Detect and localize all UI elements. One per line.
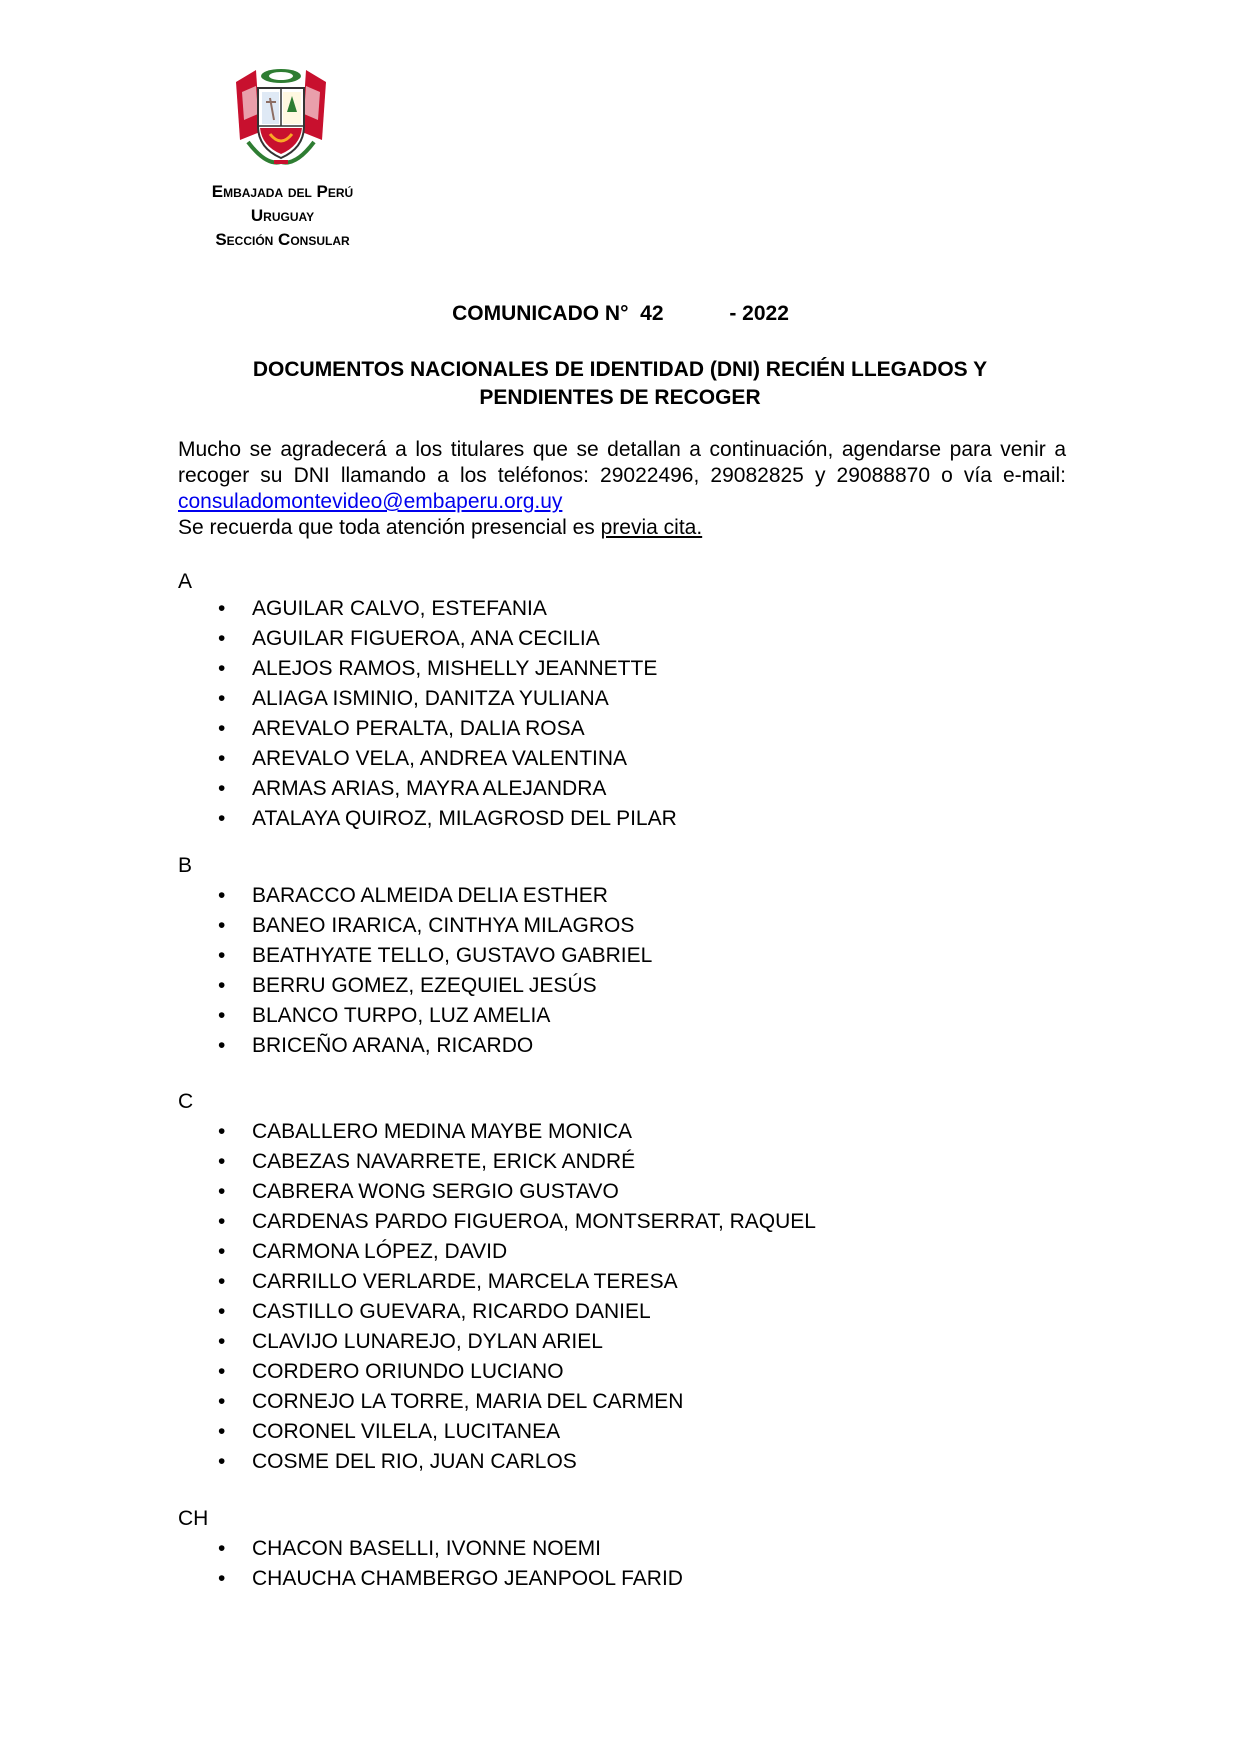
comunicado-title bbox=[0, 302, 1241, 326]
list-item: • AREVALO VELA, ANDREA VALENTINA bbox=[214, 744, 677, 774]
list-item: • BEATHYATE TELLO, GUSTAVO GABRIEL bbox=[214, 941, 652, 971]
list-item: • ATALAYA QUIROZ, MILAGROSD DEL PILAR bbox=[214, 804, 677, 834]
section-letter-ch: CH bbox=[178, 1507, 209, 1530]
list-item: • CASTILLO GUEVARA, RICARDO DANIEL bbox=[214, 1297, 816, 1327]
list-item: • CORNEJO LA TORRE, MARIA DEL CARMEN bbox=[214, 1387, 816, 1417]
names-list-c bbox=[214, 1117, 816, 1477]
list-item: • CHACON BASELLI, IVONNE NOEMI bbox=[214, 1534, 683, 1564]
list-item: • CORDERO ORIUNDO LUCIANO bbox=[214, 1357, 816, 1387]
list-item: • COSME DEL RIO, JUAN CARLOS bbox=[214, 1447, 816, 1477]
org-name: Embajada del Perú bbox=[211, 182, 354, 201]
list-item: • AGUILAR FIGUEROA, ANA CECILIA bbox=[214, 624, 677, 654]
section-letter-a: A bbox=[178, 570, 193, 593]
list-item: • CABRERA WONG SERGIO GUSTAVO bbox=[214, 1177, 816, 1207]
list-item: • CARRILLO VERLARDE, MARCELA TERESA bbox=[214, 1267, 816, 1297]
intro-text: Mucho se agradecerá a los titulares que se detallan a continuación, agendarse para venir a recoger su DNI llamando a los teléfonos: 29022496, 29082825 y 29088870 o vía e-mail: bbox=[178, 438, 1066, 487]
names-list-b bbox=[214, 881, 652, 1061]
list-item: • CARDENAS PARDO FIGUEROA, MONTSERRAT, RAQUEL bbox=[214, 1207, 816, 1237]
heading-line-1: DOCUMENTOS NACIONALES DE IDENTIDAD (DNI) RECIÉN LLEGADOS Y bbox=[252, 358, 988, 381]
comunicado-year: - 2022 bbox=[729, 302, 789, 325]
list-item: • AREVALO PERALTA, DALIA ROSA bbox=[214, 714, 677, 744]
email-link[interactable]: consuladomontevideo@embaperu.org.uy bbox=[178, 490, 563, 513]
list-item: • CORONEL VILELA, LUCITANEA bbox=[214, 1417, 816, 1447]
heading-line-2: PENDIENTES DE RECOGER bbox=[479, 386, 761, 409]
reminder-text: Se recuerda que toda atención presencial es bbox=[178, 516, 601, 539]
list-item: • ALIAGA ISMINIO, DANITZA YULIANA bbox=[214, 684, 677, 714]
section-letter-b: B bbox=[178, 854, 193, 877]
intro-paragraph bbox=[178, 437, 1066, 541]
list-item: • ALEJOS RAMOS, MISHELLY JEANNETTE bbox=[214, 654, 677, 684]
embassy-header bbox=[140, 180, 425, 252]
list-item: • ARMAS ARIAS, MAYRA ALEJANDRA bbox=[214, 774, 677, 804]
list-item: • AGUILAR CALVO, ESTEFANIA bbox=[214, 594, 677, 624]
list-item: • BRICEÑO ARANA, RICARDO bbox=[214, 1031, 652, 1061]
names-list-ch bbox=[214, 1534, 683, 1594]
comunicado-number: 42 bbox=[640, 302, 664, 325]
list-item: • CLAVIJO LUNAREJO, DYLAN ARIEL bbox=[214, 1327, 816, 1357]
list-item: • CABALLERO MEDINA MAYBE MONICA bbox=[214, 1117, 816, 1147]
document-heading bbox=[200, 356, 1040, 412]
comunicado-label: COMUNICADO N° bbox=[452, 302, 629, 325]
list-item: • BARACCO ALMEIDA DELIA ESTHER bbox=[214, 881, 652, 911]
org-section: Sección Consular bbox=[215, 230, 350, 249]
list-item: • BANEO IRARICA, CINTHYA MILAGROS bbox=[214, 911, 652, 941]
list-item: • BERRU GOMEZ, EZEQUIEL JESÚS bbox=[214, 971, 652, 1001]
org-country: Uruguay bbox=[250, 206, 315, 225]
list-item: • CHAUCHA CHAMBERGO JEANPOOL FARID bbox=[214, 1564, 683, 1594]
reminder-emphasis: previa cita. bbox=[600, 516, 703, 539]
list-item: • CABEZAS NAVARRETE, ERICK ANDRÉ bbox=[214, 1147, 816, 1177]
list-item: • CARMONA LÓPEZ, DAVID bbox=[214, 1237, 816, 1267]
peru-coat-of-arms-icon bbox=[226, 62, 336, 172]
section-letter-c: C bbox=[178, 1090, 194, 1113]
names-list-a bbox=[214, 594, 677, 834]
list-item: • BLANCO TURPO, LUZ AMELIA bbox=[214, 1001, 652, 1031]
